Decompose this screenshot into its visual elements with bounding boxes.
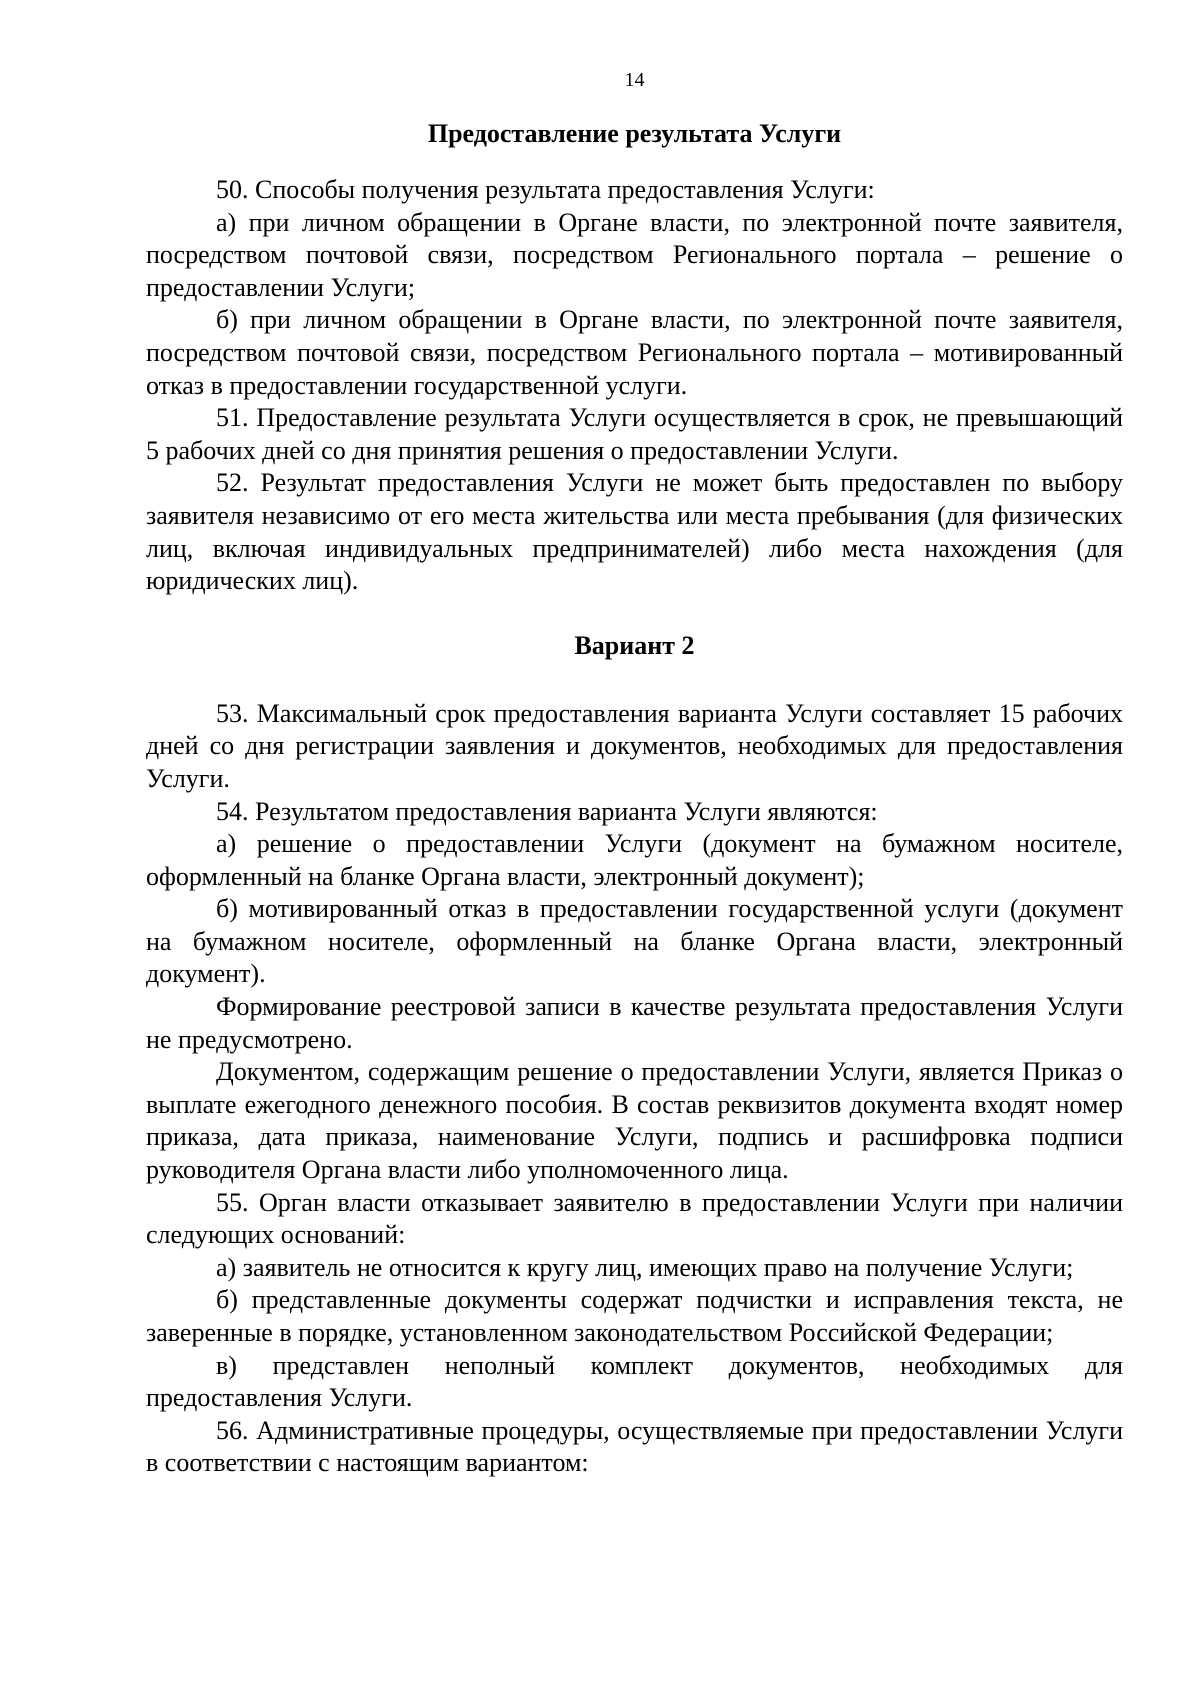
paragraph-50: 50. Способы получения результата предоставления Услуги: <box>216 175 875 204</box>
paragraph-50-a: а) при личном обращении в Органе власти, по электронной почте заявителя, посредством почтовой связи, посредством Регионального портала – решение о предоставлении Услуги; <box>146 207 1123 302</box>
paragraph-54-a: а) решение о предоставлении Услуги (документ на бумажном носителе, оформленный на бланке Органа власти, электронный документ); <box>146 829 1123 891</box>
document-page <box>146 68 1123 1480</box>
paragraph-order-document: Документом, содержащим решение о предоставлении Услуги, является Приказ о выплате ежегодного денежного пособия. В состав реквизитов документа входят номер приказа, дата приказа, наименование Услуги, подпись и расшифровка подписи руководителя Органа власти либо уполномоченного лица. <box>146 1057 1123 1185</box>
paragraph-52: 52. Результат предоставления Услуги не может быть предоставлен по выбору заявителя независимо от его места жительства или места пребывания (для физических лиц, включая индивидуальных предпринимателей) либо места нахождения (для юридических лиц). <box>146 468 1123 596</box>
paragraph-54-b: б) мотивированный отказ в предоставлении государственной услуги (документ на бумажном носителе, оформленный на бланке Органа власти, электронный документ). <box>146 894 1123 989</box>
paragraph-53: 53. Максимальный срок предоставления варианта Услуги составляет 15 рабочих дней со дня регистрации заявления и документов, необходимых для предоставления Услуги. <box>146 698 1123 793</box>
paragraph-54: 54. Результатом предоставления варианта Услуги являются: <box>216 796 878 826</box>
paragraph-55-v: в) представлен неполный комплект документов, необходимых для предоставления Услуги. <box>146 1350 1123 1413</box>
variant-title: Вариант 2 <box>574 630 695 660</box>
paragraph-55-b: б) представленные документы содержат подчистки и исправления текста, не заверенные в порядке, установленном законодательством Российской Федерации; <box>146 1285 1123 1347</box>
section-title: Предоставление результата Услуги <box>427 119 842 148</box>
paragraph-55-a: а) заявитель не относится к кругу лиц, имеющих право на получение Услуги; <box>216 1252 1074 1282</box>
page-number: 14 <box>624 69 645 91</box>
paragraph-55: 55. Орган власти отказывает заявителю в предоставлении Услуги при наличии следующих оснований: <box>146 1187 1123 1250</box>
paragraph-registry-note: Формирование реестровой записи в качестве результата предоставления Услуги не предусмотрено. <box>146 992 1123 1054</box>
paragraph-51: 51. Предоставление результата Услуги осуществляется в срок, не превышающий 5 рабочих дней со дня принятия решения о предоставлении Услуги. <box>146 403 1123 465</box>
paragraph-56: 56. Административные процедуры, осуществляемые при предоставлении Услуги в соответствии с настоящим вариантом: <box>146 1415 1123 1478</box>
paragraph-50-b: б) при личном обращении в Органе власти, по электронной почте заявителя, посредством почтовой связи, посредством Регионального портала – мотивированный отказ в предоставлении государственной услуги. <box>146 305 1123 400</box>
